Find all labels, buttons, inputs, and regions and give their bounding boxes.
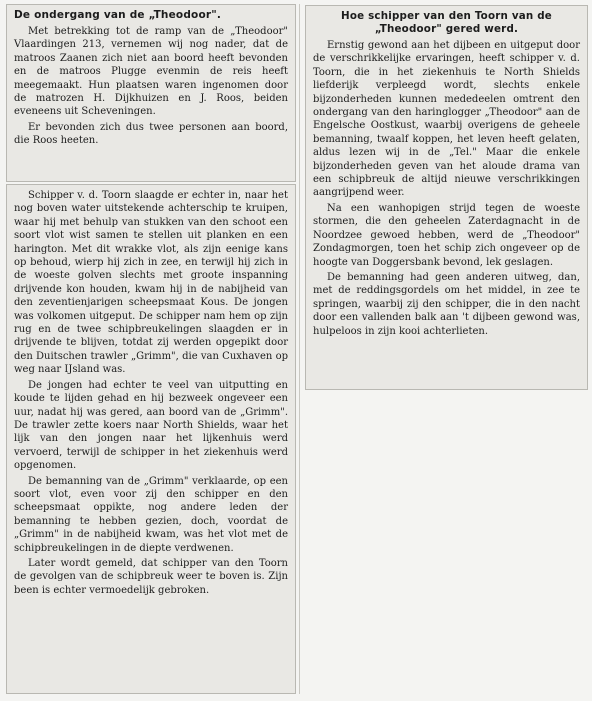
paragraph: Later wordt gemeld, dat schipper van den Toorn de gevolgen van de schipbreuk weer te boven is. Zijn been is echter vermoedelijk gebroken. <box>14 557 288 596</box>
paragraph: De bemanning had geen anderen uitweg, dan, met de reddingsgordels om het middel, in zee te springen, waarbij zij den schipper, die in den nacht door een vallenden balk aan 't dijbeen gewond was, hulpeloos in zijn kooi achterlieten. <box>313 271 580 337</box>
headline-gered: Hoe schipper van den Toorn van de „Theodoor" gered werd. <box>341 10 552 35</box>
clipping-left-top <box>6 4 296 182</box>
paragraph: Ernstig gewond aan het dijbeen en uitgeput door de verschrikkelijke ervaringen, heeft schipper v. d. Toorn, die in het ziekenhuis te North Shields liefderijk verpleegd wordt, slechts enkele bijzonderheden kunnen mededeelen omtrent den ondergang van den haringlogger „Theodoor" aan de Engelsche Oostkust, waarbij overigens de geheele bemanning, twaalf koppen, het leven heeft gelaten, aldus lezen wij in de „Tel." Maar die enkele bijzonderheden geven van het aloude drama van een schipbreuk de altijd nieuwe verschrikkingen aangrijpend weer. <box>313 40 580 199</box>
paragraph: Schipper v. d. Toorn slaagde er echter in, naar het nog boven water uitstekende achterschip te kruipen, waar hij met behulp van stukken van den schoot een soort vlot wist samen te stellen uit planken en een harington. Met dit wrakke vlot, als zijn eenige kans op behoud, wierp hij zich in zee, en terwijl hij zich in de woeste golven slechts met groote inspanning drijvende kon houden, kwam hij in de nabijheid van den zeventienjarigen scheepsmaat Kous. De jongen was volkomen uitgeput. De schipper nam hem op zijn rug en de twee schipbreukelingen slaagden er in drijvende te blijven, totdat zij werden opgepikt door den Duitschen trawler „Grimm", die van Cuxhaven op weg naar IJsland was. <box>14 190 288 376</box>
paragraph: De bemanning van de „Grimm" verklaarde, op een soort vlot, even voor zij den schipper en den scheepsmaat oppikte, nog andere leden der bemanning te hebben gezien, doch, voordat de „Grimm" in de nabijheid kwam, was het vlot met de schipbreukelingen in de diepte verdwenen. <box>14 475 288 554</box>
paragraph: Er bevonden zich dus twee personen aan boord, die Roos heeten. <box>14 121 288 147</box>
paragraph: Met betrekking tot de ramp van de „Theodoor" Vlaardingen 213, vernemen wij nog nader, dat de matroos Zaanen zich niet aan boord heeft bevonden en de matroos Plugge evenmin de reis heeft meegemaakt. Hun plaatsen waren ingenomen door de matrozen H. Dijkhuizen en J. Roos, beiden eveneens uit Scheveningen. <box>14 26 288 118</box>
paragraph: Na een wanhopigen strijd tegen de woeste stormen, die den geheelen Zaterdagnacht in de Noordzee gewoed hebben, werd de „Theodoor" Zondagmorgen, toen het schip zich ongeveer op de hoogte van Doggersbank bevond, lek geslagen. <box>313 202 580 268</box>
clipping-left-bottom <box>6 184 296 694</box>
headline-ondergang: De ondergang van de „Theodoor". <box>14 9 222 21</box>
clipping-right <box>305 5 588 390</box>
column-divider <box>299 4 300 694</box>
paragraph: De jongen had echter te veel van uitputting en koude te lijden gehad en hij bezweek ongeveer een uur, nadat hij was gered, aan boord van de „Grimm". De trawler zette koers naar North Shields, waar het lijk van den jongen naar het lijkenhuis werd vervoerd, terwijl de schipper in het ziekenhuis werd opgenomen. <box>14 379 288 472</box>
